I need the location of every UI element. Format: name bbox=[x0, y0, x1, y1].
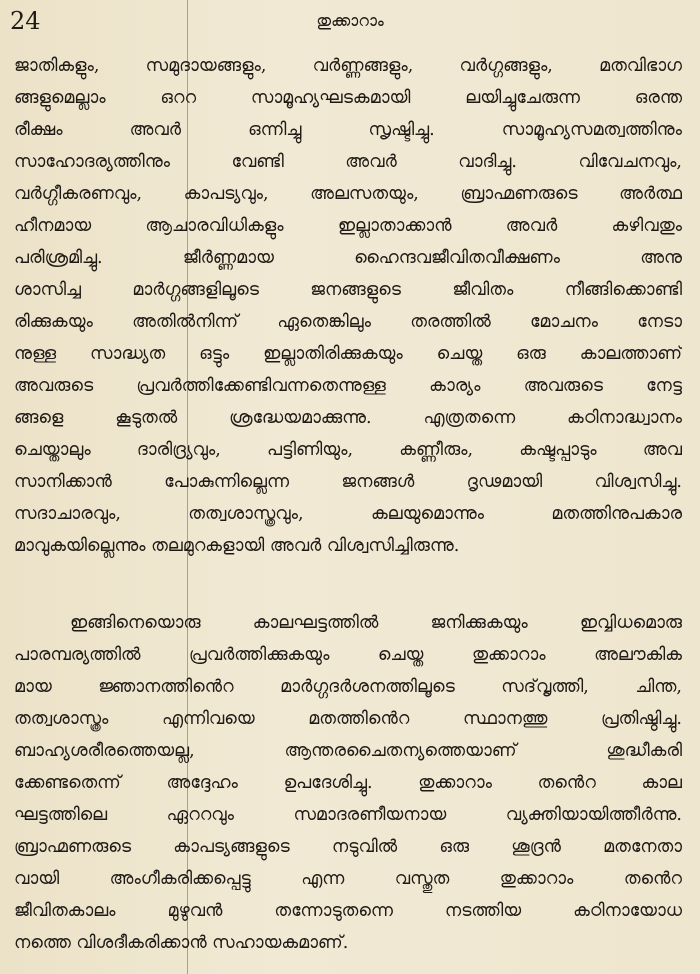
text-line: സാനിക്കാൻ പോകുന്നില്ലെന്ന ജനങ്ങൾ ദൃഢമായി വിശ്വസിച്ചു. bbox=[14, 472, 682, 492]
text-line: നുള്ള സാദ്ധ്യത ഒട്ടും ഇല്ലാതിരിക്കുകയും ചെയ്ത ഒരു കാലത്താണ് bbox=[14, 344, 682, 364]
text-line: മായ ജ്ഞാനത്തിൻെറ മാർഗ്ഗദർശനത്തിലൂടെ സദ്‌വൃത്തി, ചിന്ത, bbox=[14, 677, 682, 697]
text-line: മാവുകയില്ലെന്നും തലമുറകളായി അവർ വിശ്വസിച്ചിരുന്നു. bbox=[14, 536, 460, 556]
paragraph-2 bbox=[14, 607, 682, 959]
text-line: ഘട്ടത്തിലെ ഏററവും സമാദരണീയനായ വ്യക്തിയായിത്തീർന്നു. bbox=[14, 805, 682, 825]
text-line: സാഹോദര്യത്തിനും വേണ്ടി അവർ വാദിച്ചു. വിവേചനവും, bbox=[14, 152, 682, 172]
paragraph-gap bbox=[14, 562, 682, 607]
text-line: ഹീനമായ ആചാരവിധികളും ഇല്ലാതാക്കാൻ അവർ കഴിവതും bbox=[14, 216, 682, 236]
text-line: തത്വശാസ്ത്രം എന്നിവയെ മതത്തിൻെറ സ്ഥാനത്തു പ്രതിഷ്ഠിച്ചു. bbox=[14, 709, 682, 729]
text-line: ജീവിതകാലം മുഴുവൻ തന്നോടുതന്നെ നടത്തിയ കഠിനായോധ bbox=[14, 901, 682, 921]
text-line: വായി അംഗീകരിക്കപ്പെട്ടു എന്ന വസ്തുത തുക്കാറാം തൻെറ bbox=[14, 869, 682, 889]
text-line: നത്തെ വിശദീകരിക്കാൻ സഹായകമാണ്. bbox=[14, 933, 349, 953]
text-line: വർഗ്ഗീകരണവും, കാപട്യവും, അലസതയും, ബ്രാഹ്മണരുടെ അർത്ഥ bbox=[14, 184, 682, 204]
text-line: പാരമ്പര്യത്തിൽ പ്രവർത്തിക്കുകയും ചെയ്ത തുക്കാറാം അലൗകിക bbox=[14, 645, 682, 665]
text-line: ബാഹ്യശരീരത്തെയല്ല, ആന്തരചൈതന്യത്തെയാണ് ശുദ്ധീകരി bbox=[14, 741, 682, 761]
text-line: ങ്ങളെ കൂടുതൽ ശ്രദ്ധേയമാക്കുന്നു. എത്രതന്നെ കഠിനാദ്ധ്വാനം bbox=[14, 408, 682, 428]
text-line: ശാസിച്ച മാർഗ്ഗങ്ങളിലൂടെ ജനങ്ങളുടെ ജീവിതം നീങ്ങിക്കൊണ്ടി bbox=[14, 280, 682, 300]
text-line: പരിശ്രമിച്ചു. ജീർണ്ണമായ ഹൈന്ദവജീവിതവീക്ഷണം അനു bbox=[14, 248, 682, 268]
text-line: ചെയ്താലും ദാരിദ്ര്യവും, പട്ടിണിയും, കണ്ണീരും, കഷ്ടപ്പാടും അവ bbox=[14, 440, 682, 460]
text-line: ബ്രാഹ്മണരുടെ കാപട്യങ്ങളുടെ നടുവിൽ ഒരു ശൂദ്രൻ മതനേതാ bbox=[14, 837, 682, 857]
paragraph-1 bbox=[14, 50, 682, 562]
text-line: രിക്കുകയും അതിൽനിന്ന് ഏതെങ്കിലും തരത്തിൽ മോചനം നേടാ bbox=[14, 312, 682, 332]
text-line: സദാചാരവും, തത്വശാസ്ത്രവും, കലയുമൊന്നും മതത്തിനുപകാര bbox=[14, 504, 682, 524]
text-line: ജാതികളും, സമുദായങ്ങളും, വർണ്ണങ്ങളും, വർഗ്ഗങ്ങളും, മതവിഭാഗ bbox=[14, 56, 682, 76]
text-line: രീക്ഷം അവർ ഒന്നിച്ചു സൃഷ്ടിച്ചു. സാമൂഹ്യസമത്വത്തിനും bbox=[14, 120, 682, 140]
running-head: തുക്കാറാം bbox=[316, 11, 384, 30]
body-text bbox=[14, 50, 682, 959]
text-line: ഇങ്ങിനെയൊരു കാലഘട്ടത്തിൽ ജനിക്കുകയും ഇവ്വിധമൊരു bbox=[70, 613, 682, 633]
text-line: ങ്ങളുമെല്ലാം ഒററ സാമൂഹ്യഘടകമായി ലയിച്ചുചേരുന്ന ഒരന്ത bbox=[14, 88, 682, 108]
text-line: ക്കേണ്ടതെന്ന് അദ്ദേഹം ഉപദേശിച്ചു. തുക്കാറാം തൻെറ കാല bbox=[14, 773, 682, 793]
text-line: അവരുടെ പ്രവർത്തിക്കേണ്ടിവന്നതെന്നുള്ള കാര്യം അവരുടെ നേട്ട bbox=[14, 376, 682, 396]
page-number: 24 bbox=[10, 7, 41, 35]
